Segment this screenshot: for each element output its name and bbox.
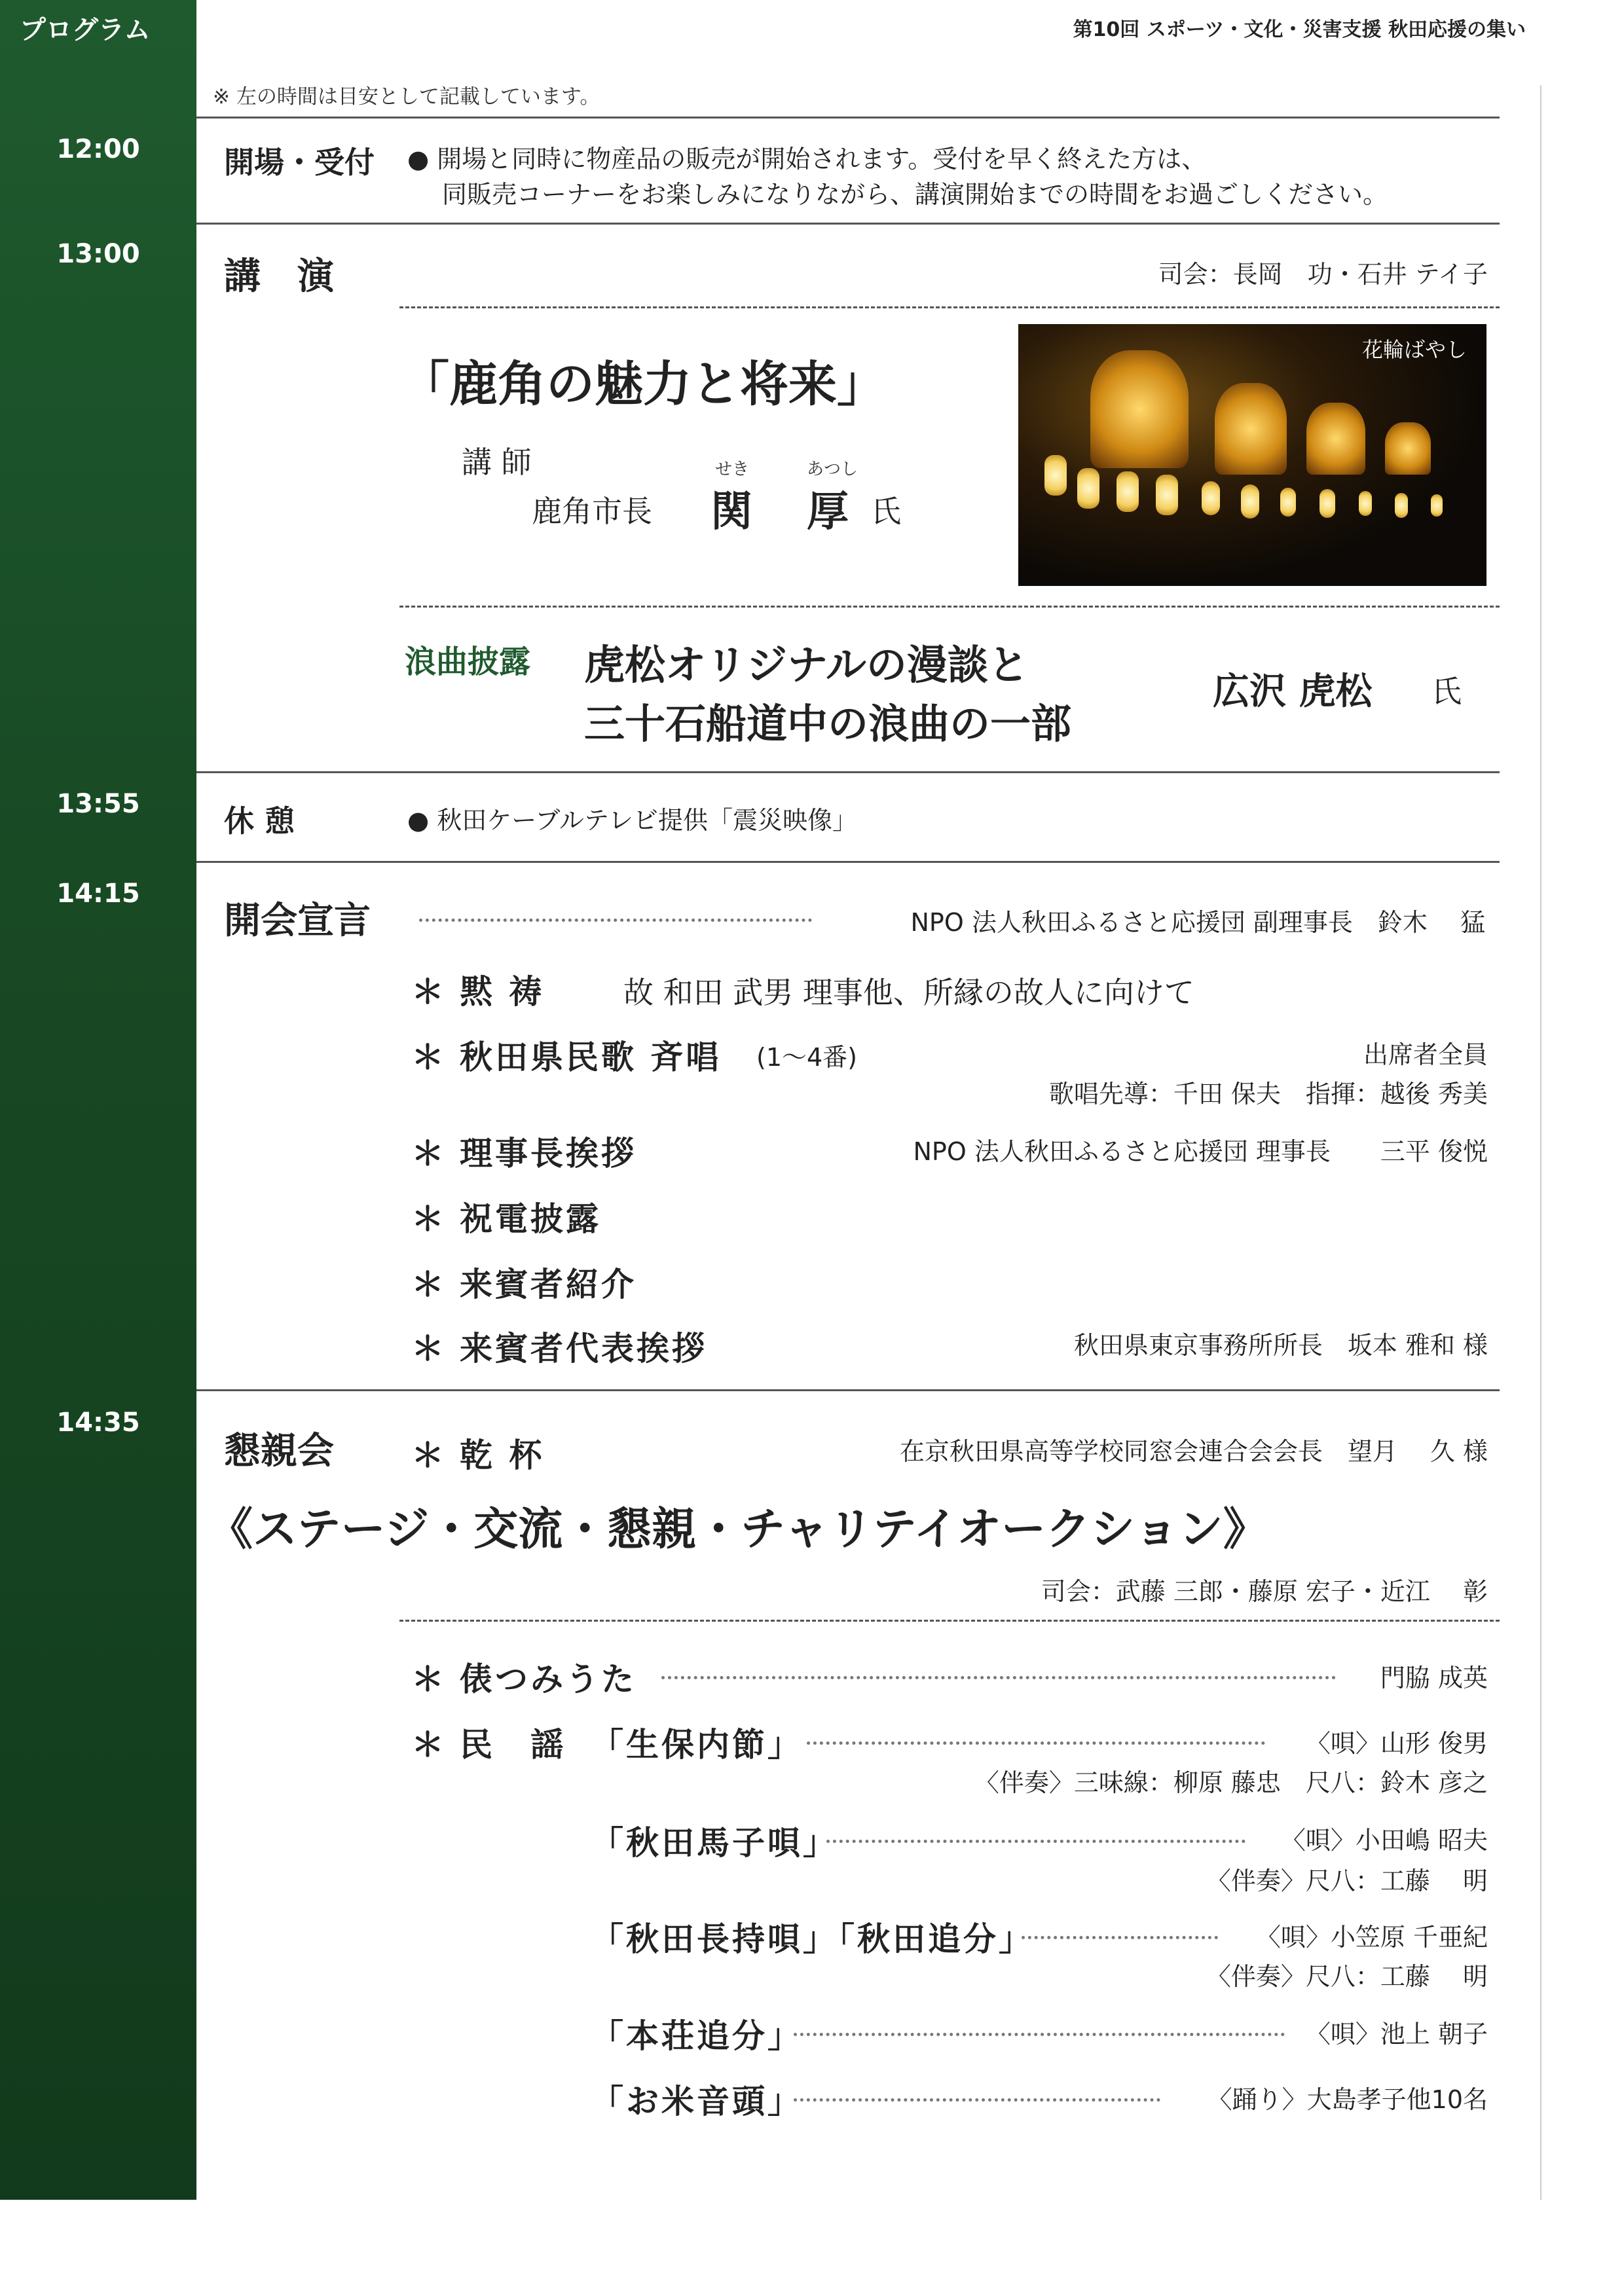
lantern — [1395, 493, 1408, 518]
song-singer: 〈踊り〉大島孝子他10名 — [1207, 2085, 1488, 2114]
item-kenminka: 秋田県民歌 斉唱 — [460, 1038, 722, 1076]
float-shape — [1090, 350, 1189, 468]
lantern — [1280, 488, 1296, 517]
dashed-divider — [399, 1620, 1500, 1622]
lantern — [1044, 455, 1067, 496]
leader-dots — [1022, 1936, 1218, 1939]
bullet-star: ＊ — [411, 1330, 444, 1368]
divider — [196, 223, 1500, 225]
declarer: NPO 法人秋田ふるさと応援団 副理事長 鈴木 猛 — [910, 908, 1485, 937]
item-mokuto: 黙 祷 — [460, 973, 545, 1011]
naniwa-line-1: 虎松オリジナルの漫談と — [584, 641, 1029, 689]
leader-dots — [794, 2098, 1160, 2102]
festival-photo — [1018, 324, 1486, 586]
toast-detail: 在京秋田県高等学校同窓会連合会会長 望月 久 様 — [899, 1437, 1488, 1466]
bullet-star: ＊ — [411, 1266, 444, 1303]
divider — [196, 771, 1500, 773]
lantern — [1359, 491, 1372, 516]
lantern — [1156, 475, 1178, 515]
lantern — [1241, 484, 1259, 519]
ceremony-title: 開会宣言 — [224, 900, 371, 942]
leader-dots — [826, 1840, 1246, 1843]
lecturer-name-1: 関 — [710, 488, 752, 536]
item-kenminka-right1: 出席者全員 — [1363, 1040, 1488, 1069]
party-mc: 司会：武藤 三郎・藤原 宏子・近江 彰 — [1041, 1577, 1488, 1606]
leader-dots — [794, 2033, 1285, 2036]
float-shape — [1215, 383, 1287, 475]
leader-dots — [807, 1741, 1265, 1745]
time-1415: 14:15 — [56, 879, 140, 909]
page-edge — [1540, 85, 1541, 2200]
item-chairman-greeting: 理事長挨拶 — [460, 1135, 637, 1173]
song-title: 「秋田長持唄」「秋田追分」 — [591, 1920, 1034, 1958]
song-title: 「お米音頭」 — [591, 2083, 803, 2121]
time-1200: 12:00 — [56, 134, 140, 164]
bullet-star: ＊ — [411, 1436, 444, 1474]
naniwa-suffix: 氏 — [1431, 674, 1462, 709]
time-1355: 13:55 — [56, 789, 140, 819]
naniwa-performer: 広沢 虎松 — [1213, 670, 1373, 713]
lecturer-suffix: 氏 — [871, 494, 901, 529]
item-guest-greeting-detail: 秋田県東京事務所所長 坂本 雅和 様 — [1073, 1331, 1488, 1360]
break-title: 休 憩 — [224, 803, 295, 839]
bullet-star: ＊ — [411, 1660, 444, 1698]
lecture-mc: 司会：長岡 功・石井 テイ子 — [1158, 260, 1488, 289]
song-title: 「生保内節」 — [591, 1726, 803, 1764]
opening-title: 開場・受付 — [224, 145, 375, 180]
float-shape — [1385, 422, 1431, 475]
photo-caption: 花輪ばやし — [1361, 337, 1467, 362]
ruby-atsushi: あつし — [807, 460, 858, 479]
lantern — [1431, 494, 1443, 517]
lantern — [1116, 471, 1139, 512]
break-desc: ● 秋田ケーブルテレビ提供「震災映像」 — [407, 806, 858, 835]
float-shape — [1306, 403, 1365, 475]
song-title: 「秋田馬子唄」 — [591, 1824, 838, 1862]
time-1300: 13:00 — [56, 239, 140, 269]
lecturer-role: 鹿角市長 — [532, 494, 652, 529]
song-accomp: 〈伴奏〉三味線：柳原 藤忠 尺八：鈴木 彦之 — [974, 1768, 1488, 1797]
minyo-label: 民 謡 — [460, 1726, 566, 1764]
lantern — [1320, 489, 1335, 518]
opening-line-2: 同販売コーナーをお楽しみになりながら、講演開始までの時間をお過ごしください。 — [442, 180, 1388, 209]
time-note: ※ 左の時間は目安として記載しています。 — [213, 85, 600, 109]
bullet-star: ＊ — [411, 1038, 444, 1076]
lecturer-label: 講 師 — [462, 445, 532, 480]
item-kenminka-verses: (1〜4番) — [756, 1043, 858, 1072]
bullet-star: ＊ — [411, 973, 444, 1011]
opening-line-1: ● 開場と同時に物産品の販売が開始されます。受付を早く終えた方は、 — [407, 145, 1207, 173]
timeline-sidebar — [0, 0, 196, 2200]
party-banner: 《ステージ・交流・懇親・チャリテイオークション》 — [208, 1504, 1268, 1556]
program-label: プログラム — [20, 15, 151, 45]
bullet-star: ＊ — [411, 1200, 444, 1238]
song-singer: 〈唄〉小笠原 千亜紀 — [1255, 1923, 1488, 1952]
bullet-star: ＊ — [411, 1135, 444, 1173]
ruby-seki: せき — [715, 460, 750, 479]
event-title: 第10回 スポーツ・文化・災害支援 秋田応援の集い — [1073, 18, 1526, 41]
dashed-divider — [399, 606, 1500, 608]
divider — [196, 1389, 1500, 1391]
item-mokuto-detail: 故 和田 武男 理事他、所縁の故人に向けて — [623, 975, 1194, 1010]
item-guest-intro: 来賓者紹介 — [460, 1266, 637, 1303]
leader-dots — [419, 919, 812, 922]
tawara-performer: 門脇 成英 — [1380, 1664, 1488, 1692]
song-accomp: 〈伴奏〉尺八：工藤 明 — [1206, 1962, 1488, 1991]
song-singer: 〈唄〉山形 俊男 — [1305, 1729, 1488, 1758]
lantern — [1202, 481, 1220, 515]
song-singer: 〈唄〉池上 朝子 — [1305, 2020, 1488, 2049]
bullet-star: ＊ — [411, 1726, 444, 1764]
song-singer: 〈唄〉小田嶋 昭夫 — [1280, 1826, 1488, 1855]
lecture-title: 講 演 — [224, 255, 334, 298]
song-accomp: 〈伴奏〉尺八：工藤 明 — [1206, 1867, 1488, 1895]
leader-dots — [661, 1676, 1336, 1679]
naniwa-line-2: 三十石船道中の浪曲の一部 — [584, 700, 1072, 748]
dashed-divider — [399, 306, 1500, 308]
item-telegrams: 祝電披露 — [460, 1200, 601, 1238]
lecturer-name-2: 厚 — [807, 488, 849, 536]
divider — [196, 861, 1500, 863]
naniwa-label: 浪曲披露 — [405, 644, 531, 680]
item-toast: 乾 杯 — [460, 1436, 545, 1474]
item-chairman-detail: NPO 法人秋田ふるさと応援団 理事長 三平 俊悦 — [913, 1137, 1488, 1166]
party-title: 懇親会 — [224, 1430, 334, 1472]
item-kenminka-right2: 歌唱先導：千田 保夫 指揮：越後 秀美 — [1048, 1080, 1488, 1108]
lantern — [1077, 468, 1099, 509]
talk-title: 「鹿角の魅力と将来」 — [401, 356, 885, 412]
item-tawara: 俵つみうた — [460, 1660, 637, 1698]
divider — [196, 117, 1500, 118]
item-guest-greeting: 来賓者代表挨拶 — [460, 1330, 707, 1368]
song-title: 「本荘追分」 — [591, 2017, 803, 2055]
time-1435: 14:35 — [56, 1408, 140, 1438]
